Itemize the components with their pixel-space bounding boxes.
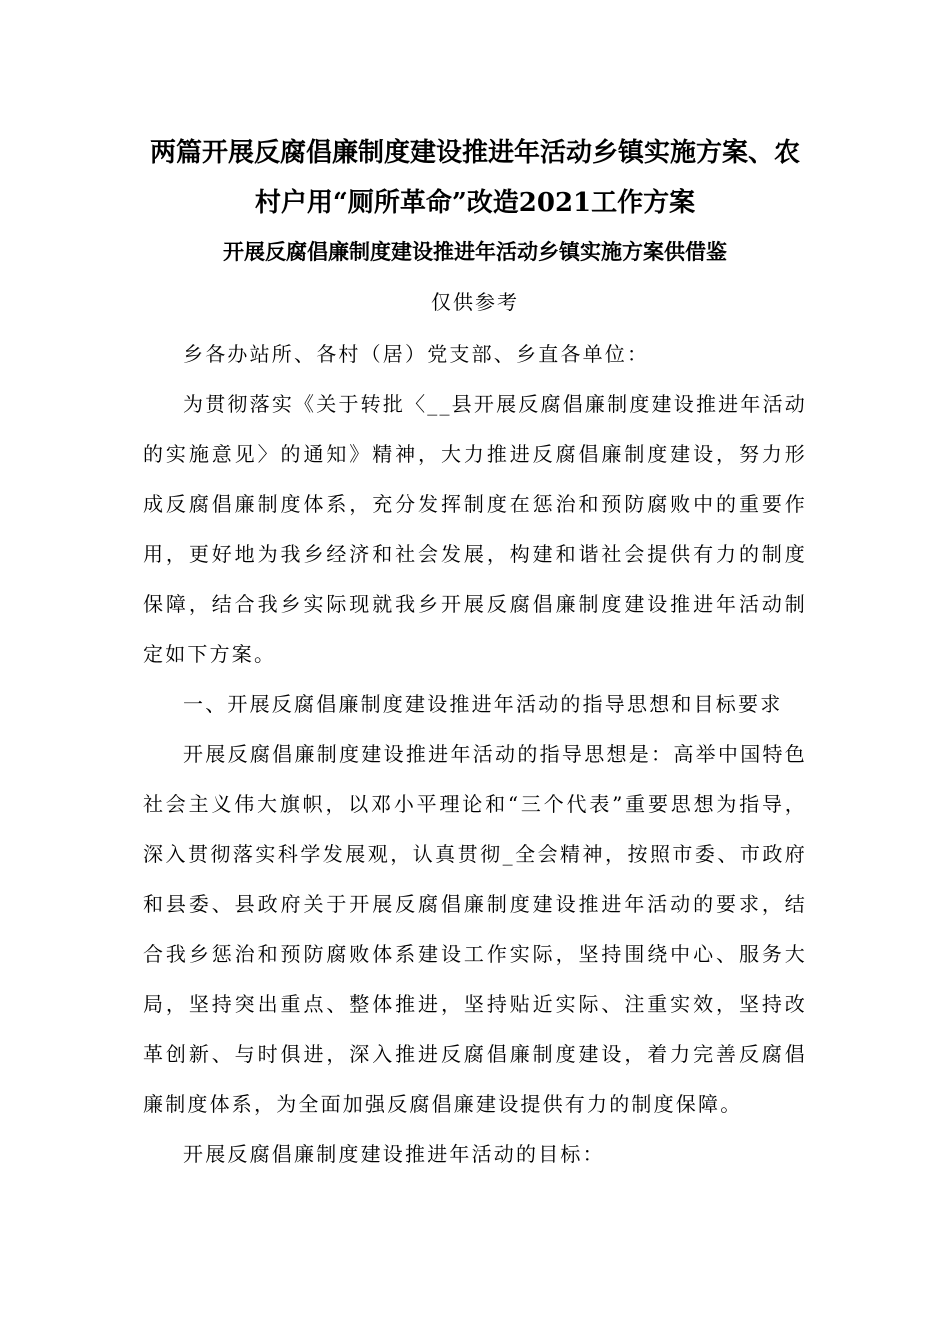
salutation-text: 乡各办站所、各村（居）党支部、乡直各单位： <box>183 342 650 366</box>
paragraph-3 <box>143 1129 807 1179</box>
document-title-line-2: 村户用“厕所革命”改造2021工作方案 <box>254 188 696 218</box>
paragraph-1-text: 为贯彻落实《关于转批〈__县开展反腐倡廉制度建设推进年活动的实施意见〉的通知》精神，大力推进反腐倡廉制度建设，努力形成反腐倡廉制度体系，充分发挥制度在惩治和预防腐败中的重要作用，更好地为我乡经济和社会发展，构建和谐社会提供有力的制度保障，结合我乡实际现就我乡开展反腐倡廉制度建设推进年活动制定如下方案。 <box>143 392 807 666</box>
paragraph-3-text: 开展反腐倡廉制度建设推进年活动的目标： <box>183 1142 605 1166</box>
section-heading-1-text: 一、开展反腐倡廉制度建设推进年活动的指导思想和目标要求 <box>183 692 783 716</box>
paragraph-2 <box>143 729 807 1129</box>
section-heading-1 <box>143 679 807 729</box>
salutation <box>143 329 807 379</box>
paragraph-2-text: 开展反腐倡廉制度建设推进年活动的指导思想是：高举中国特色社会主义伟大旗帜，以邓小平理论和“三个代表”重要思想为指导，深入贯彻落实科学发展观，认真贯彻_全会精神，按照市委、市政府和县委、县政府关于开展反腐倡廉制度建设推进年活动的要求，结合我乡惩治和预防腐败体系建设工作实际，坚持围绕中心、服务大局，坚持突出重点、整体推进，坚持贴近实际、注重实效，坚持改革创新、与时俱进，深入推进反腐倡廉制度建设，着力完善反腐倡廉制度体系，为全面加强反腐倡廉建设提供有力的制度保障。 <box>143 742 807 1116</box>
reference-note: 仅供参考 <box>431 290 519 314</box>
document-subtitle: 开展反腐倡廉制度建设推进年活动乡镇实施方案供借鉴 <box>223 239 727 264</box>
paragraph-1 <box>143 379 807 679</box>
document-title-line-1: 两篇开展反腐倡廉制度建设推进年活动乡镇实施方案、农 <box>149 138 800 168</box>
